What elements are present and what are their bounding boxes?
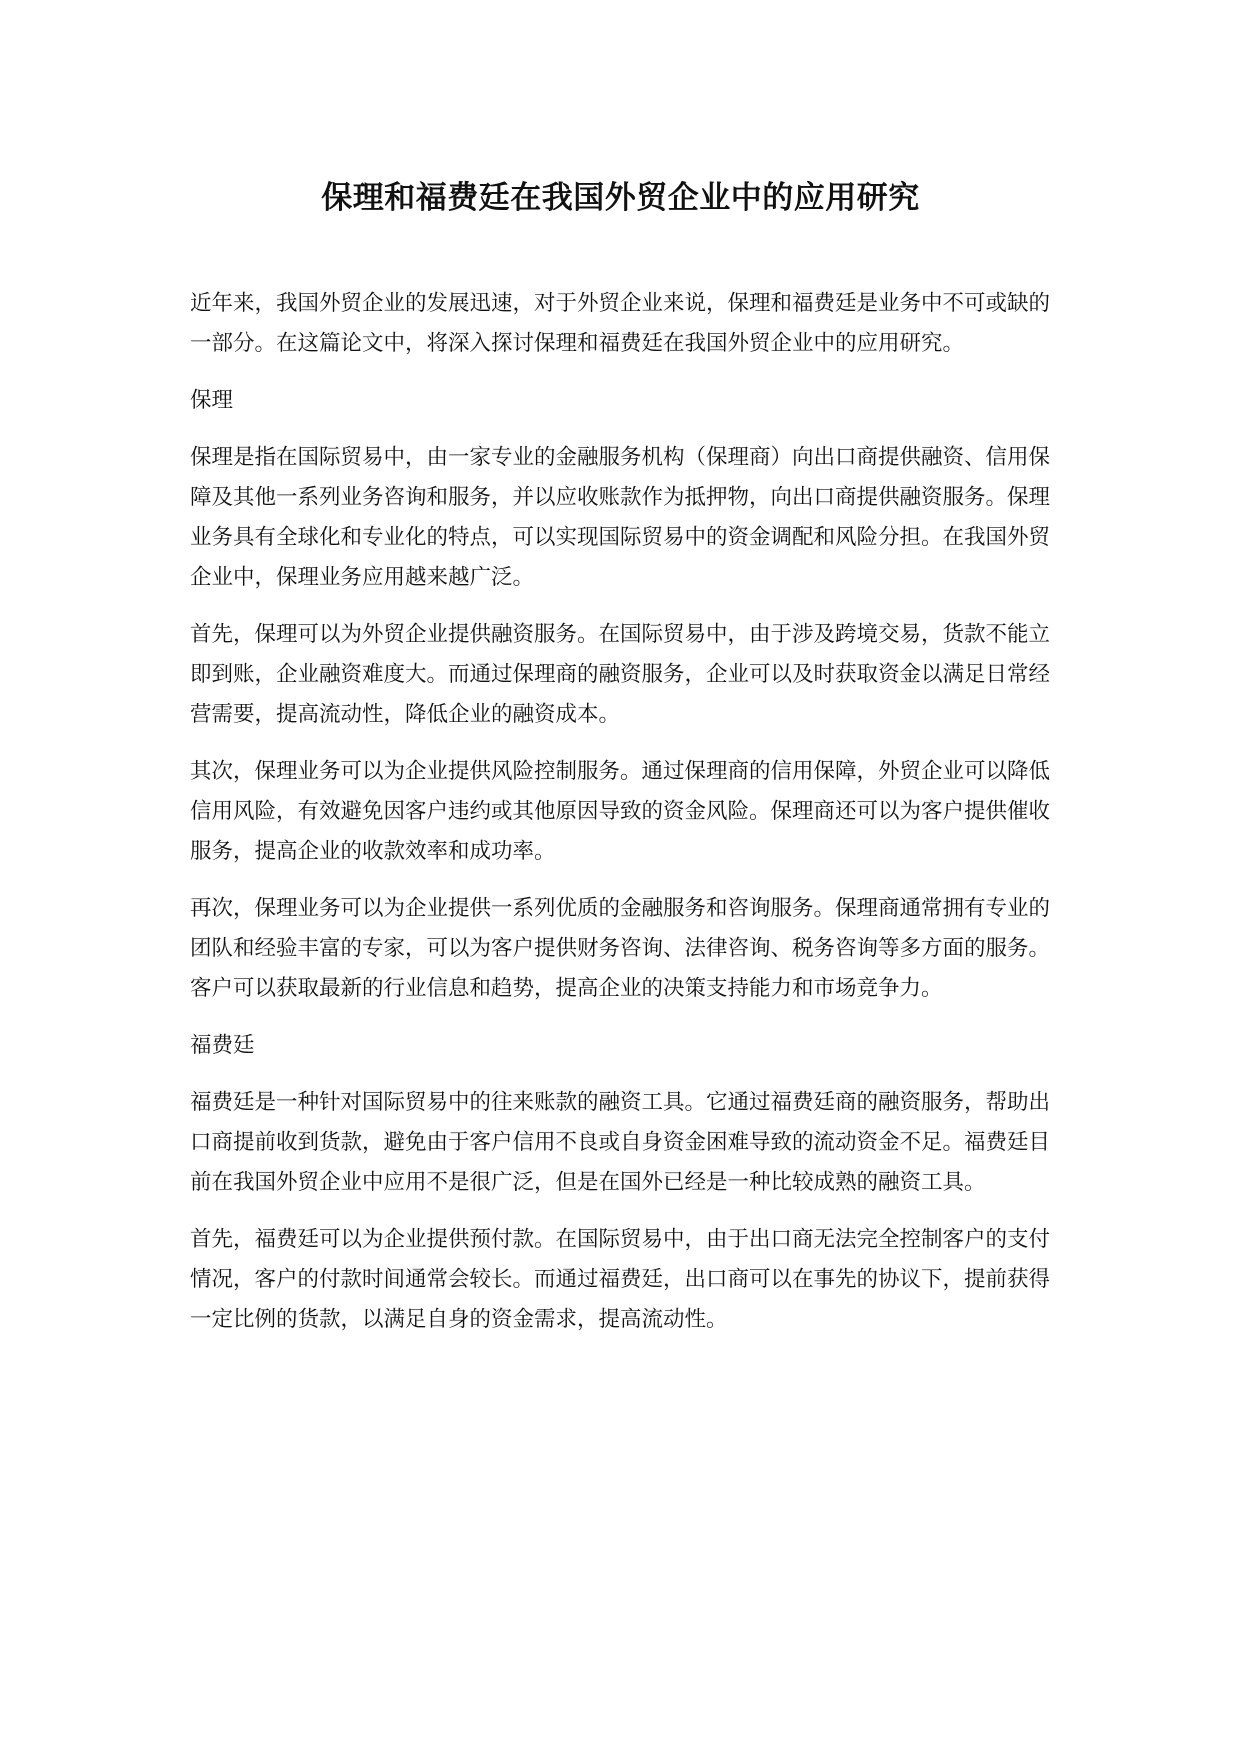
paragraph-factoring-services: 再次，保理业务可以为企业提供一系列优质的金融服务和咨询服务。保理商通常拥有专业的团队和经验丰富的专家，可以为客户提供财务咨询、法律咨询、税务咨询等多方面的服务。客户可以获取最新的行业信息和趋势，提高企业的决策支持能力和市场竞争力。	[190, 896, 1051, 1001]
paragraph-factoring-risk-control: 其次，保理业务可以为企业提供风险控制服务。通过保理商的信用保障，外贸企业可以降低信用风险，有效避免因客户违约或其他原因导致的资金风险。保理商还可以为客户提供催收服务，提高企业的收款效率和成功率。	[190, 759, 1051, 864]
paragraph-forfaiting-definition: 福费廷是一种针对国际贸易中的往来账款的融资工具。它通过福费廷商的融资服务，帮助出口商提前收到货款，避免由于客户信用不良或自身资金困难导致的流动资金不足。福费廷目前在我国外贸企业中应用不是很广泛，但是在国外已经是一种比较成熟的融资工具。	[190, 1090, 1051, 1195]
paragraph-intro: 近年来，我国外贸企业的发展迅速，对于外贸企业来说，保理和福费廷是业务中不可或缺的一部分。在这篇论文中，将深入探讨保理和福费廷在我国外贸企业中的应用研究。	[190, 291, 1051, 356]
document-body	[190, 284, 1050, 1357]
paragraph-factoring-financing: 首先，保理可以为外贸企业提供融资服务。在国际贸易中，由于涉及跨境交易，货款不能立即到账，企业融资难度大。而通过保理商的融资服务，企业可以及时获取资金以满足日常经营需要，提高流动性，降低企业的融资成本。	[190, 622, 1051, 727]
paragraph-forfaiting-prepayment: 首先，福费廷可以为企业提供预付款。在国际贸易中，由于出口商无法完全控制客户的支付情况，客户的付款时间通常会较长。而通过福费廷，出口商可以在事先的协议下，提前获得一定比例的货款，以满足自身的资金需求，提高流动性。	[190, 1227, 1051, 1332]
document-title: 保理和福费廷在我国外贸企业中的应用研究	[321, 180, 920, 216]
section-heading-factoring: 保理	[190, 388, 234, 413]
section-heading-forfaiting: 福费廷	[190, 1033, 255, 1058]
paragraph-factoring-definition: 保理是指在国际贸易中，由一家专业的金融服务机构（保理商）向出口商提供融资、信用保障及其他一系列业务咨询和服务，并以应收账款作为抵押物，向出口商提供融资服务。保理业务具有全球化和专业化的特点，可以实现国际贸易中的资金调配和风险分担。在我国外贸企业中，保理业务应用越来越广泛。	[190, 445, 1051, 590]
